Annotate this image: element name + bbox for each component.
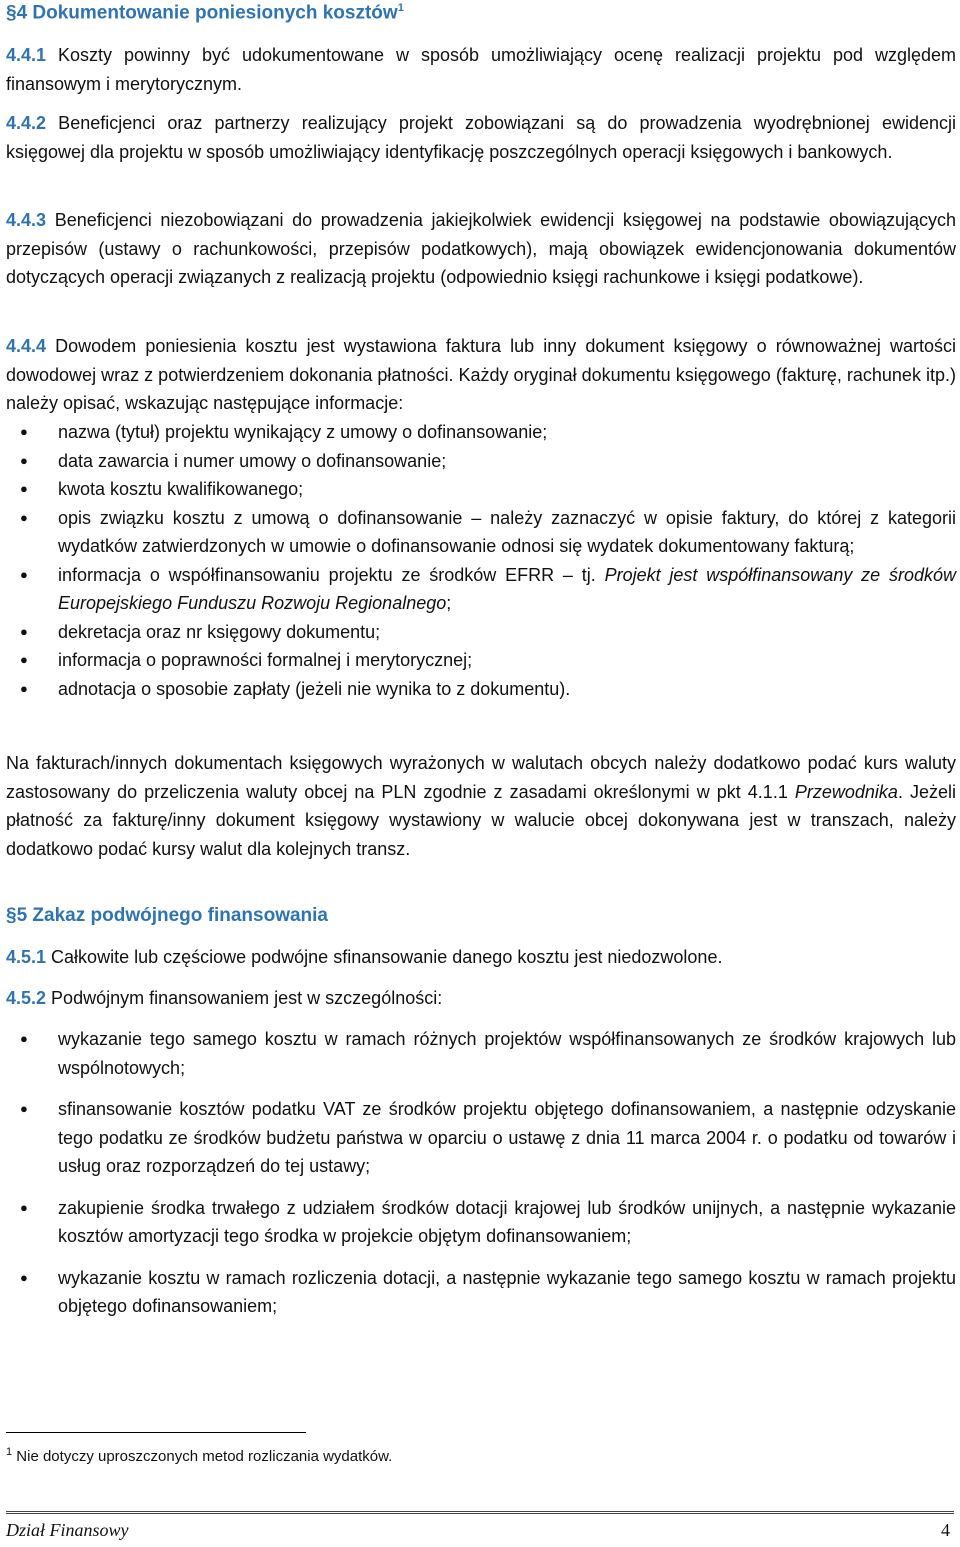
footer-department: Dział Finansowy [6, 1520, 129, 1540]
paragraph-number: 4.5.2 [6, 988, 47, 1008]
page-footer [6, 1520, 954, 1541]
paragraph-4-5-1: 4.5.1 Całkowite lub częściowe podwójne sfinansowanie danego kosztu jest niedozwolone. [6, 947, 723, 967]
list-item: ● kwota kosztu kwalifikowanego; [6, 475, 956, 504]
footnote: $^1$ Nie dotyczy uproszczonych metod rozliczania wydatków. [6, 1446, 393, 1465]
list-item: ● adnotacja o sposobie zapłaty (jeżeli nie wynika to z dokumentu). [6, 675, 956, 704]
list-item: ● informacja o współfinansowaniu projektu ze środków EFRR – tj. Projekt jest współfinansowany ze środków Europejskiego Funduszu Rozwoju Regionalnego; [6, 561, 956, 618]
list-item: ● nazwa (tytuł) projektu wynikający z umowy o dofinansowanie; [6, 418, 956, 447]
section-5-heading: §5 Zakaz podwójnego finansowania [6, 905, 328, 926]
double-financing-list [6, 1025, 956, 1321]
paragraph-4-4-1: 4.4.1 Koszty powinny być udokumentowane w sposób umożliwiający ocenę realizacji projektu pod względem finansowym i merytorycznym. [6, 45, 956, 94]
list-item: ● opis związku kosztu z umową o dofinansowanie – należy zaznaczyć w opisie faktury, do której z kategorii wydatków zatwierdzonych w umowie o dofinansowanie odnosi się wydatek dokumentowany fakturą; [6, 504, 956, 561]
paragraph-number: 4.4.2 [6, 113, 47, 133]
paragraph-number: 4.5.1 [6, 947, 47, 967]
list-item: ● zakupienie środka trwałego z udziałem środków dotacji krajowej lub środków unijnych, a następnie wykazanie kosztów amortyzacji tego środka w projekcie objętym dofinansowaniem; [6, 1194, 956, 1251]
list-item: ● wykazanie kosztu w ramach rozliczenia dotacji, a następnie wykazanie tego samego kosztu w ramach projektu objętego dofinansowaniem; [6, 1264, 956, 1321]
list-item: ● informacja o poprawności formalnej i merytorycznej; [6, 646, 956, 675]
paragraph-4-4-4: 4.4.4 Dowodem poniesienia kosztu jest wystawiona faktura lub inny dokument księgowy o równoważnej wartości dowodowej wraz z potwierdzeniem dokonania płatności. Każdy oryginał dokumentu księgowego (fakturę, rachunek itp.) należy opisać, wskazując następujące informacje: [6, 336, 956, 413]
footnote-mark: 1 [6, 1446, 13, 1458]
paragraph-number: 4.4.4 [6, 336, 47, 356]
footnote-ref[interactable]: 1 [397, 2, 404, 14]
section-4-heading: §4 Dokumentowanie poniesionych kosztów$^1$ [6, 2, 404, 24]
required-info-list [6, 418, 956, 703]
list-item: ● dekretacja oraz nr księgowy dokumentu; [6, 618, 956, 647]
page-number: 4 [941, 1520, 950, 1540]
paragraph-number: 4.4.1 [6, 45, 47, 65]
paragraph-4-5-2: 4.5.2 Podwójnym finansowaniem jest w szczególności: [6, 988, 443, 1008]
paragraph-number: 4.4.3 [6, 210, 47, 230]
paragraph-4-4-3: 4.4.3 Beneficjenci niezobowiązani do prowadzenia jakiejkolwiek ewidencji księgowej na podstawie obowiązujących przepisów (ustawy o rachunkowości, przepisów podatkowych), mają obowiązek ewidencjonowania dokumentów dotyczących operacji związanych z realizacją projektu (odpowiednio księgi rachunkowe i księgi podatkowe). [6, 210, 956, 287]
list-item: ● wykazanie tego samego kosztu w ramach różnych projektów współfinansowanych ze środków krajowych lub wspólnotowych; [6, 1025, 956, 1082]
paragraph-4-4-2: 4.4.2 Beneficjenci oraz partnerzy realizujący projekt zobowiązani są do prowadzenia wyodrębnionej ewidencji księgowej dla projektu w sposób umożliwiający identyfikację poszczególnych operacji księgowych i bankowych. [6, 113, 956, 162]
list-item: ● data zawarcia i numer umowy o dofinansowanie; [6, 447, 956, 476]
footer-rule [6, 1511, 954, 1514]
footnote-separator [6, 1432, 306, 1433]
currency-paragraph: Na fakturach/innych dokumentach księgowych wyrażonych w walutach obcych należy dodatkowo podać kurs waluty zastosowany do przeliczenia waluty obcej na PLN zgodnie z zasadami określonymi w pkt 4.1.1 Przewodnika. Jeżeli płatność za fakturę/inny dokument księgowy wystawiony w walucie obcej dokonywana jest w transzach, należy dodatkowo podać kursy walut dla kolejnych transz. [6, 753, 956, 859]
list-item: ● sfinansowanie kosztów podatku VAT ze środków projektu objętego dofinansowaniem, a następnie odzyskanie tego podatku ze środków budżetu państwa w oparciu o ustawę z dnia 11 marca 2004 r. o podatku od towarów i usług oraz rozporządzeń do tej ustawy; [6, 1095, 956, 1181]
